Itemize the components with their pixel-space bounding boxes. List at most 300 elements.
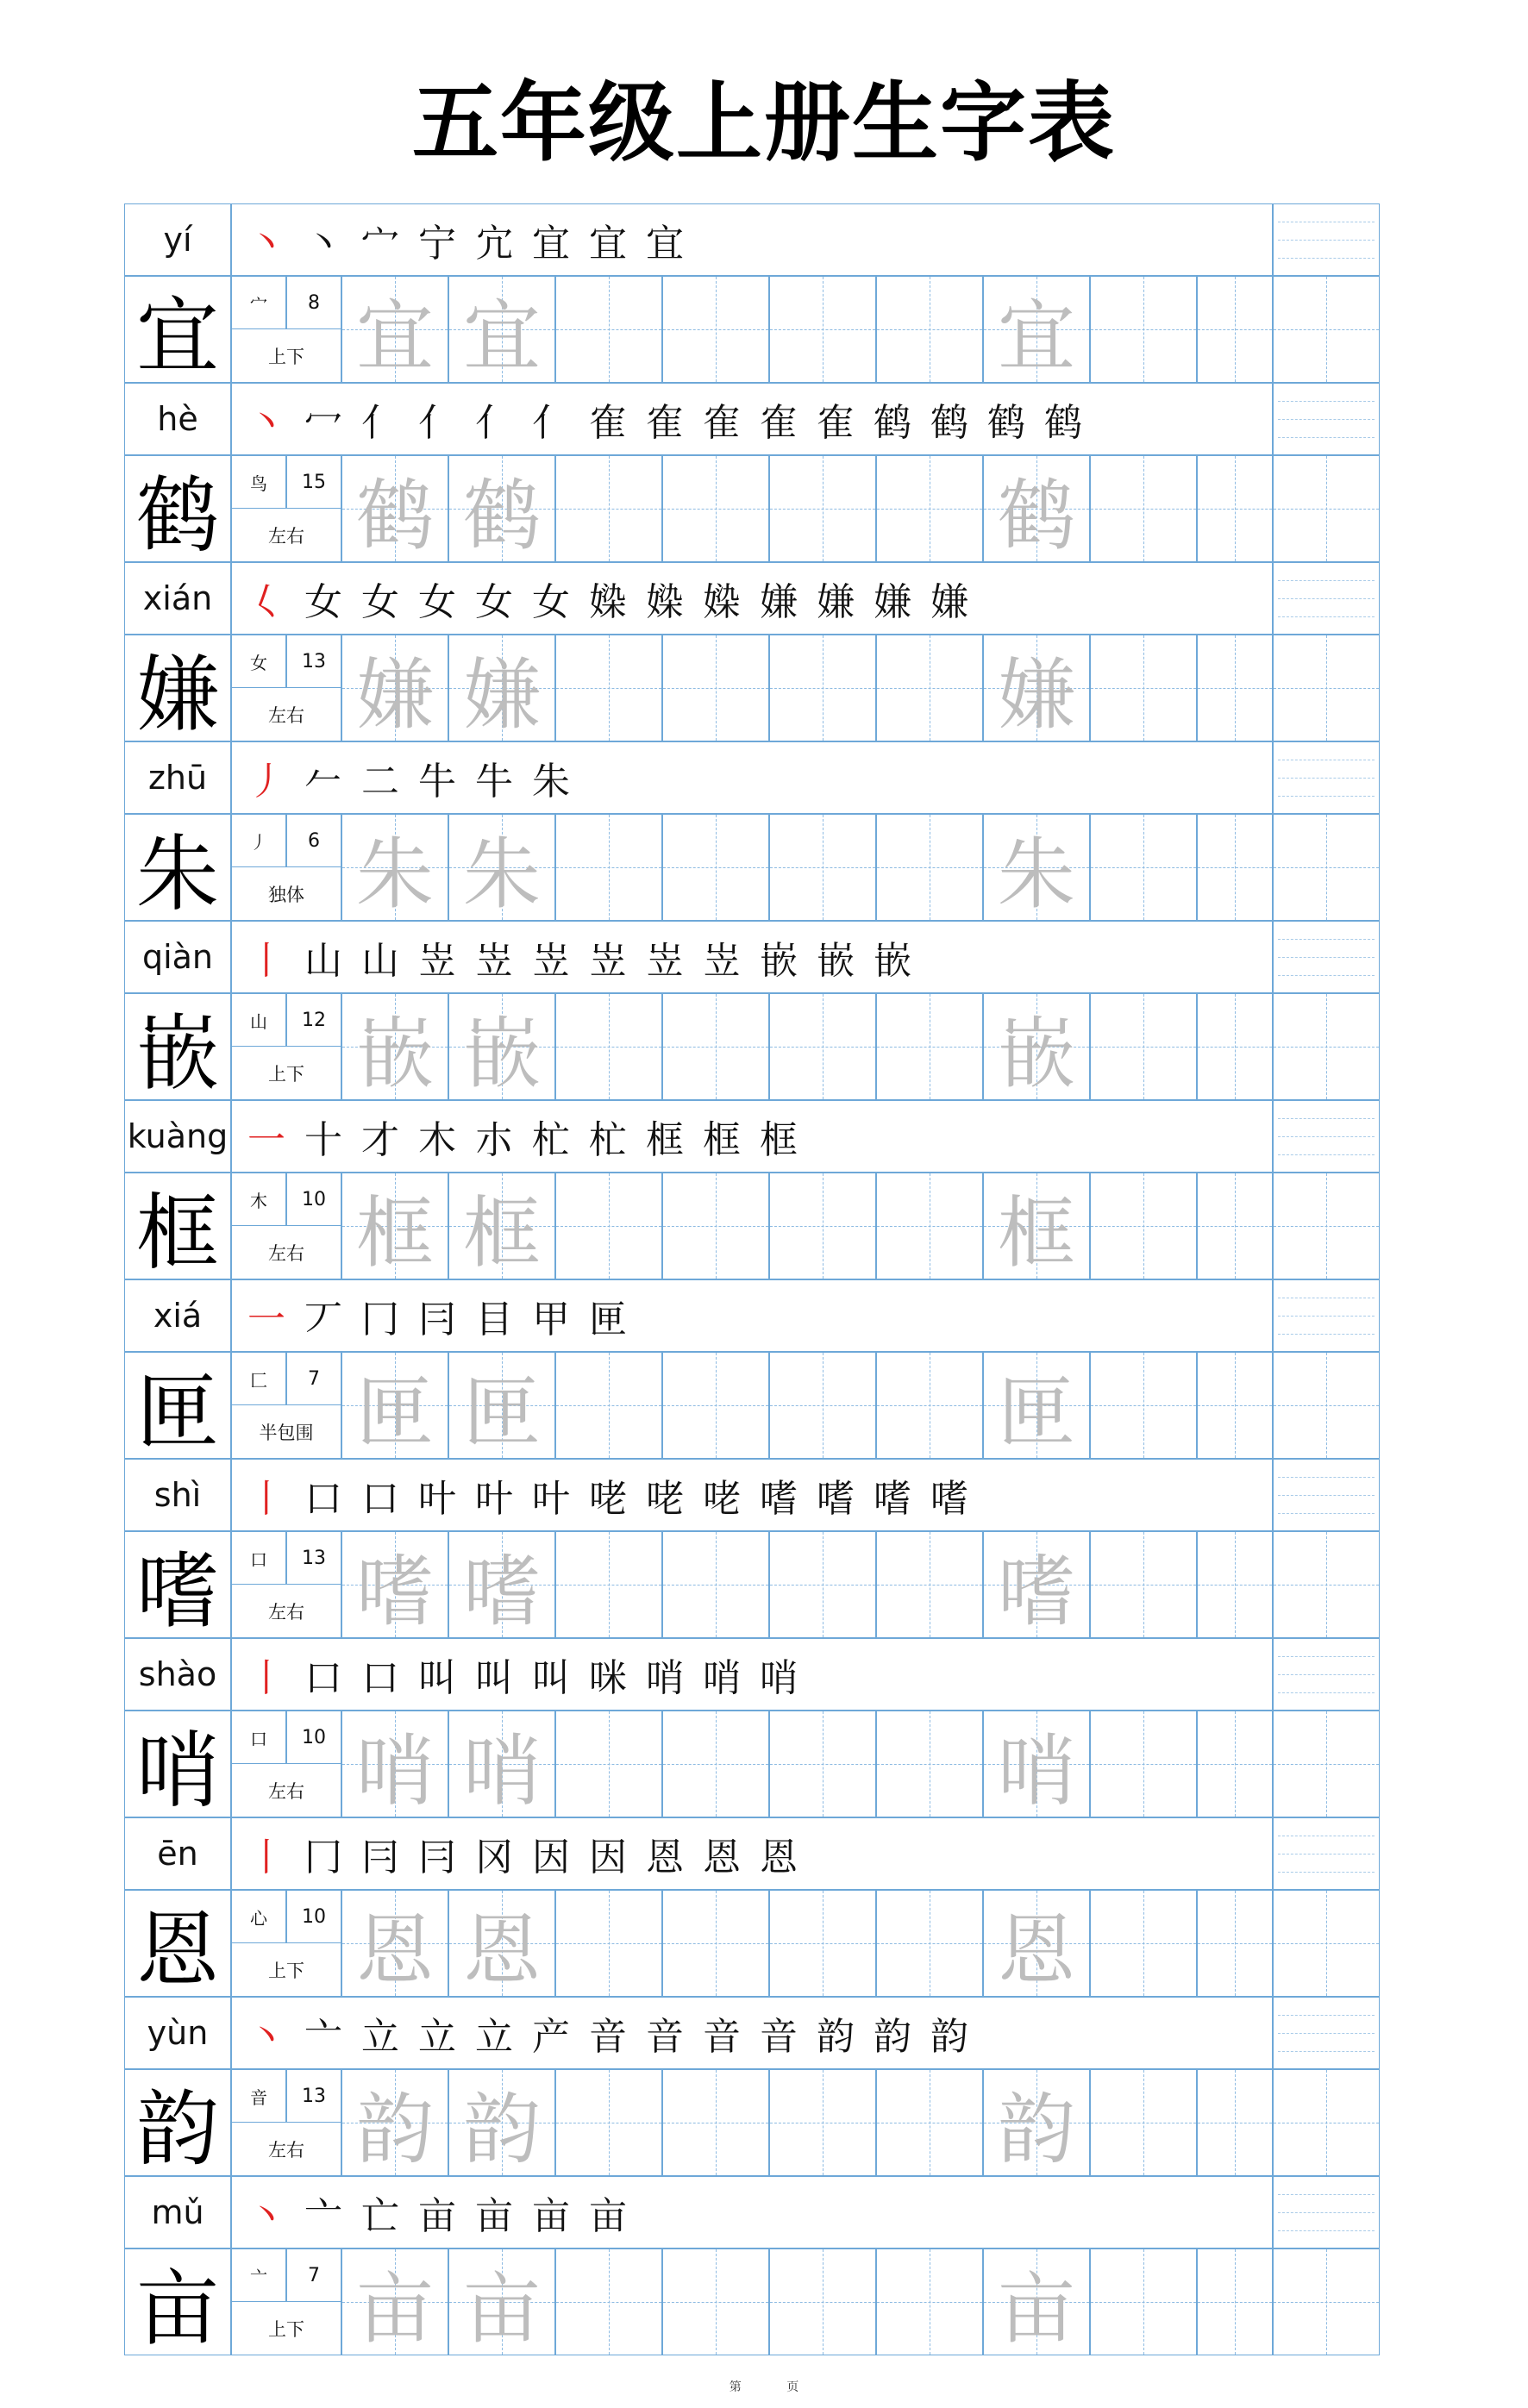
stroke-step: 宜: [589, 222, 627, 266]
guide-line-v: [1326, 277, 1327, 382]
extra-practice-cell[interactable]: [1273, 1890, 1380, 1997]
practice-cell[interactable]: [555, 2069, 662, 2176]
practice-cell[interactable]: [448, 1890, 555, 1997]
stroke-step: 十: [304, 1118, 342, 1162]
practice-cell[interactable]: [876, 2249, 983, 2355]
practice-cell[interactable]: [983, 2249, 1090, 2355]
stroke-count: 15: [302, 471, 326, 493]
practice-cell[interactable]: [1090, 455, 1197, 562]
practice-cell[interactable]: [555, 814, 662, 921]
guide-line-v: [1143, 2249, 1144, 2355]
ruling-line: [1278, 1656, 1375, 1657]
practice-cell[interactable]: [341, 1352, 448, 1459]
practice-cell[interactable]: [448, 814, 555, 921]
practice-cell[interactable]: [341, 1711, 448, 1817]
guide-line-v: [1235, 994, 1236, 1099]
ruling-line: [1278, 2194, 1375, 2195]
guide-line-v: [716, 1711, 717, 1817]
trace-character: 宜: [998, 291, 1075, 382]
stroke-step: 立: [361, 2015, 399, 2059]
practice-cell[interactable]: [341, 276, 448, 383]
extra-practice-cell[interactable]: [1273, 1173, 1380, 1279]
practice-cell[interactable]: [1090, 1352, 1197, 1459]
guide-line-v: [609, 456, 610, 561]
stroke-step: 叫: [532, 1656, 570, 1700]
extra-practice-cell[interactable]: [1273, 276, 1380, 383]
practice-cell[interactable]: [555, 1173, 662, 1279]
practice-cell[interactable]: [448, 276, 555, 383]
practice-cell[interactable]: [662, 1531, 769, 1638]
practice-cell[interactable]: [555, 2249, 662, 2355]
practice-cell[interactable]: [769, 2249, 876, 2355]
guide-line-v: [1143, 1891, 1144, 1996]
stroke-step: 朱: [532, 760, 570, 804]
stroke-step: 丿: [247, 760, 285, 804]
stroke-step: 匣: [589, 1298, 627, 1342]
trace-character: 朱: [998, 829, 1075, 920]
stroke-step: 嗜: [874, 1477, 911, 1521]
practice-cell[interactable]: [769, 2069, 876, 2176]
practice-cell[interactable]: [1197, 1173, 1273, 1279]
character-glyph: 嵌: [136, 1004, 219, 1102]
practice-cell[interactable]: [983, 1352, 1090, 1459]
stroke-order-sequence: [238, 1459, 1266, 1531]
practice-cell[interactable]: [769, 276, 876, 383]
stroke-step: 音: [703, 2015, 741, 2059]
guide-line-v: [716, 2249, 717, 2355]
ruling-line: [1278, 1495, 1375, 1496]
practice-cell[interactable]: [341, 2069, 448, 2176]
trace-character: 框: [998, 1188, 1075, 1279]
practice-cell[interactable]: [983, 635, 1090, 741]
practice-cell[interactable]: [876, 276, 983, 383]
stroke-step: 宀: [361, 222, 399, 266]
guide-line-v: [609, 277, 610, 382]
stroke-step: 丶: [247, 2015, 285, 2059]
structure-label: 上下: [268, 2319, 304, 2340]
practice-cell[interactable]: [448, 1352, 555, 1459]
pinyin-label: xiá: [153, 1297, 203, 1335]
stroke-step: 哨: [646, 1656, 684, 1700]
structure-label: 左右: [268, 2140, 304, 2161]
pinyin-label: shì: [153, 1476, 202, 1514]
ruling-line: [1278, 796, 1375, 797]
stroke-step: 亡: [361, 2194, 399, 2238]
stroke-step: 媣: [703, 580, 741, 624]
trace-character: 哨: [356, 1726, 434, 1817]
practice-cell[interactable]: [1197, 1531, 1273, 1638]
stroke-step: 叶: [418, 1477, 456, 1521]
guide-line-v: [609, 2249, 610, 2355]
guide-line-v: [716, 1353, 717, 1458]
character-glyph: 宜: [136, 287, 219, 385]
stroke-step: 亩: [532, 2194, 570, 2238]
extra-practice-cell[interactable]: [1273, 1711, 1380, 1817]
guide-line-v: [1143, 635, 1144, 741]
ruling-line: [1278, 1136, 1375, 1137]
practice-cell[interactable]: [662, 635, 769, 741]
ruling-line: [1278, 2051, 1375, 2052]
ruling-line: [1278, 437, 1375, 438]
guide-line-v: [1326, 2070, 1327, 2175]
guide-line-v: [1326, 456, 1327, 561]
guide-line-v: [716, 2070, 717, 2175]
extra-practice-cell[interactable]: [1273, 455, 1380, 562]
practice-cell[interactable]: [1197, 814, 1273, 921]
practice-cell[interactable]: [341, 1890, 448, 1997]
ruling-line: [1278, 1477, 1375, 1478]
stroke-step: 女: [532, 580, 570, 624]
practice-cell[interactable]: [662, 1890, 769, 1997]
practice-cell[interactable]: [341, 814, 448, 921]
stroke-count: 13: [302, 650, 326, 672]
practice-cell[interactable]: [983, 1890, 1090, 1997]
practice-cell[interactable]: [1090, 276, 1197, 383]
practice-cell[interactable]: [448, 635, 555, 741]
extra-practice-cell[interactable]: [1273, 2069, 1380, 2176]
ruling-line: [1278, 1692, 1375, 1693]
guide-line-v: [1235, 635, 1236, 741]
pinyin-label: yí: [163, 221, 192, 259]
stroke-step: 亻: [532, 401, 570, 445]
practice-cell[interactable]: [662, 2249, 769, 2355]
stroke-step: 冂: [361, 1298, 399, 1342]
practice-cell[interactable]: [1197, 1711, 1273, 1817]
pinyin-label: hè: [157, 400, 198, 438]
ruling-line: [1278, 1513, 1375, 1514]
character-glyph: 哨: [136, 1722, 219, 1819]
practice-cell[interactable]: [555, 455, 662, 562]
practice-cell[interactable]: [1090, 2069, 1197, 2176]
stroke-step: 嵌: [760, 939, 798, 983]
footer-right: 页: [786, 2380, 799, 2394]
character-glyph: 嗜: [136, 1542, 219, 1640]
radical-label: 木: [250, 1190, 267, 1211]
practice-cell[interactable]: [341, 2249, 448, 2355]
practice-cell[interactable]: [1197, 2069, 1273, 2176]
practice-cell[interactable]: [876, 1352, 983, 1459]
pinyin-label: yùn: [147, 2014, 209, 2052]
stroke-step: 隺: [760, 401, 798, 445]
stroke-step: 韵: [874, 2015, 911, 2059]
stroke-order-sequence: [238, 203, 1266, 276]
practice-cell[interactable]: [876, 455, 983, 562]
stroke-step: 冖: [304, 401, 342, 445]
practice-cell[interactable]: [555, 1352, 662, 1459]
practice-cell[interactable]: [769, 993, 876, 1100]
radical-label: 丿: [250, 831, 267, 853]
guide-line-v: [1143, 2070, 1144, 2175]
practice-cell[interactable]: [662, 455, 769, 562]
extra-practice-cell[interactable]: [1273, 814, 1380, 921]
stroke-step: 哨: [760, 1656, 798, 1700]
stroke-step: 韵: [930, 2015, 968, 2059]
stroke-order-sequence: [238, 921, 1266, 993]
stroke-step: 亩: [475, 2194, 513, 2238]
practice-cell[interactable]: [1197, 1890, 1273, 1997]
character-glyph: 匣: [136, 1363, 219, 1460]
stroke-step: 口: [304, 1656, 342, 1700]
practice-cell[interactable]: [662, 1173, 769, 1279]
trace-character: 朱: [356, 829, 434, 920]
practice-cell[interactable]: [1197, 993, 1273, 1100]
stroke-step: 杧: [589, 1118, 627, 1162]
ruling-line: [1278, 778, 1375, 779]
practice-cell[interactable]: [1090, 1531, 1197, 1638]
practice-cell[interactable]: [983, 455, 1090, 562]
trace-character: 匣: [356, 1367, 434, 1458]
stroke-step: 嗜: [760, 1477, 798, 1521]
guide-line-v: [1326, 815, 1327, 920]
stroke-step: 亠: [304, 2015, 342, 2059]
practice-cell[interactable]: [983, 276, 1090, 383]
stroke-step: 嫌: [930, 580, 968, 624]
ruling-line: [1278, 939, 1375, 940]
practice-cell[interactable]: [983, 1173, 1090, 1279]
trace-character: 鹤: [998, 471, 1075, 561]
stroke-step: 恩: [760, 1836, 798, 1879]
structure-label: 上下: [268, 1064, 304, 1085]
stroke-step: 恩: [703, 1836, 741, 1879]
guide-line-v: [609, 815, 610, 920]
practice-cell[interactable]: [662, 276, 769, 383]
practice-cell[interactable]: [1197, 455, 1273, 562]
practice-cell[interactable]: [1090, 1711, 1197, 1817]
practice-cell[interactable]: [341, 1173, 448, 1279]
trace-character: 嵌: [463, 1009, 541, 1099]
stroke-step: 女: [304, 580, 342, 624]
stroke-count: 8: [308, 291, 320, 314]
practice-cell[interactable]: [448, 1531, 555, 1638]
stroke-step: 口: [361, 1656, 399, 1700]
trace-character: 哨: [463, 1726, 541, 1817]
trace-character: 嵌: [356, 1009, 434, 1099]
practice-cell[interactable]: [1090, 993, 1197, 1100]
practice-cell[interactable]: [1197, 1352, 1273, 1459]
practice-cell[interactable]: [341, 635, 448, 741]
guide-line-v: [716, 994, 717, 1099]
character-glyph: 朱: [136, 825, 219, 923]
stroke-step: 鹤: [874, 401, 911, 445]
practice-cell[interactable]: [448, 2069, 555, 2176]
stroke-step: 木: [418, 1118, 456, 1162]
practice-cell[interactable]: [769, 455, 876, 562]
extra-practice-cell[interactable]: [1273, 635, 1380, 741]
practice-cell[interactable]: [876, 814, 983, 921]
trace-character: 亩: [356, 2264, 434, 2355]
practice-cell[interactable]: [876, 993, 983, 1100]
guide-line-v: [609, 1532, 610, 1637]
stroke-step: 牛: [475, 760, 513, 804]
guide-line-v: [609, 994, 610, 1099]
practice-cell[interactable]: [1090, 1173, 1197, 1279]
extra-practice-cell[interactable]: [1273, 1352, 1380, 1459]
practice-cell[interactable]: [448, 993, 555, 1100]
trace-character: 匣: [998, 1367, 1075, 1458]
extra-practice-cell[interactable]: [1273, 1531, 1380, 1638]
stroke-step: 叫: [475, 1656, 513, 1700]
practice-cell[interactable]: [1197, 276, 1273, 383]
practice-cell[interactable]: [983, 814, 1090, 921]
stroke-step: 丨: [247, 1477, 285, 1521]
stroke-step: 朩: [475, 1118, 513, 1162]
trace-character: 宜: [356, 291, 434, 382]
stroke-step: 嵌: [817, 939, 855, 983]
practice-cell[interactable]: [341, 455, 448, 562]
guide-line-v: [1326, 1173, 1327, 1279]
stroke-order-sequence: [238, 741, 1266, 814]
trace-character: 嵌: [998, 1009, 1075, 1099]
stroke-step: 框: [646, 1118, 684, 1162]
ruling-line: [1278, 616, 1375, 617]
radical-label: 山: [250, 1010, 267, 1032]
stroke-step: 丶: [304, 222, 342, 266]
ruling-line: [1278, 401, 1375, 402]
guide-line-v: [1235, 2249, 1236, 2355]
practice-cell[interactable]: [1090, 814, 1197, 921]
practice-cell[interactable]: [769, 1531, 876, 1638]
practice-cell[interactable]: [876, 1711, 983, 1817]
stroke-step: 冂: [304, 1836, 342, 1879]
practice-cell[interactable]: [662, 993, 769, 1100]
guide-line-v: [1235, 277, 1236, 382]
practice-cell[interactable]: [1197, 635, 1273, 741]
practice-cell[interactable]: [448, 1173, 555, 1279]
trace-character: 韵: [998, 2085, 1075, 2175]
extra-practice-cell[interactable]: [1273, 2249, 1380, 2355]
practice-cell[interactable]: [983, 993, 1090, 1100]
practice-cell[interactable]: [983, 2069, 1090, 2176]
stroke-step: 隺: [589, 401, 627, 445]
ruling-line: [1278, 419, 1375, 420]
character-glyph: 嫌: [136, 646, 219, 743]
trace-character: 嗜: [998, 1547, 1075, 1637]
guide-line-v: [1143, 277, 1144, 382]
ruling-line: [1278, 258, 1375, 259]
stroke-order-sequence: [238, 1817, 1266, 1890]
practice-cell[interactable]: [448, 2249, 555, 2355]
trace-character: 韵: [463, 2085, 541, 2175]
guide-line-v: [716, 1532, 717, 1637]
practice-cell[interactable]: [769, 1352, 876, 1459]
stroke-step: 亻: [475, 401, 513, 445]
practice-cell[interactable]: [341, 1531, 448, 1638]
guide-line-v: [1143, 994, 1144, 1099]
stroke-step: 丶: [247, 2194, 285, 2238]
footer-left: 第: [729, 2380, 742, 2394]
stroke-step: 咾: [589, 1477, 627, 1521]
practice-cell[interactable]: [983, 1531, 1090, 1638]
guide-line-v: [1235, 2070, 1236, 2175]
practice-cell[interactable]: [448, 1711, 555, 1817]
stroke-step: 山: [361, 939, 399, 983]
guide-line-v: [1235, 1173, 1236, 1279]
trace-character: 朱: [463, 829, 541, 920]
stroke-step: 音: [646, 2015, 684, 2059]
practice-cell[interactable]: [1197, 2249, 1273, 2355]
stroke-step: 隺: [817, 401, 855, 445]
practice-cell[interactable]: [662, 1711, 769, 1817]
stroke-step: 亻: [418, 401, 456, 445]
stroke-step: 丶: [247, 222, 285, 266]
practice-cell[interactable]: [448, 455, 555, 562]
practice-cell[interactable]: [555, 1890, 662, 1997]
structure-label: 半包围: [259, 1423, 314, 1443]
practice-cell[interactable]: [341, 993, 448, 1100]
ruling-line: [1278, 2033, 1375, 2034]
practice-cell[interactable]: [555, 993, 662, 1100]
stroke-step: 冃: [418, 1836, 456, 1879]
practice-cell[interactable]: [876, 1531, 983, 1638]
trace-character: 嫌: [463, 650, 541, 741]
trace-character: 恩: [356, 1905, 434, 1996]
stroke-step: 嗜: [817, 1477, 855, 1521]
practice-cell[interactable]: [769, 635, 876, 741]
ruling-line: [1278, 1316, 1375, 1317]
stroke-step: 才: [361, 1118, 399, 1162]
guide-line-v: [1235, 456, 1236, 561]
practice-cell[interactable]: [662, 814, 769, 921]
stroke-step: 目: [475, 1298, 513, 1342]
practice-cell[interactable]: [876, 1890, 983, 1997]
guide-line-v: [1326, 1891, 1327, 1996]
practice-cell[interactable]: [876, 635, 983, 741]
character-glyph: 韵: [136, 2080, 219, 2178]
stroke-step: 丶: [247, 401, 285, 445]
practice-cell[interactable]: [555, 1531, 662, 1638]
guide-line-v: [1143, 1173, 1144, 1279]
radical-label: 音: [250, 2086, 267, 2108]
practice-cell[interactable]: [662, 1352, 769, 1459]
ruling-line: [1278, 2212, 1375, 2213]
stroke-step: 亠: [304, 2194, 342, 2238]
ruling-line: [1278, 580, 1375, 581]
stroke-step: 丨: [247, 1656, 285, 1700]
ruling-line: [1278, 957, 1375, 958]
stroke-step: 叫: [418, 1656, 456, 1700]
practice-cell[interactable]: [769, 1711, 876, 1817]
guide-line-v: [1235, 1711, 1236, 1817]
stroke-step: 岦: [703, 939, 741, 983]
stroke-step: 哨: [703, 1656, 741, 1700]
practice-cell[interactable]: [876, 1173, 983, 1279]
stroke-step: 亩: [589, 2194, 627, 2238]
practice-cell[interactable]: [1090, 2249, 1197, 2355]
trace-character: 韵: [356, 2085, 434, 2175]
stroke-step: 女: [418, 580, 456, 624]
practice-cell[interactable]: [876, 2069, 983, 2176]
radical-label: 亠: [250, 2266, 267, 2287]
stroke-step: 冃: [418, 1298, 456, 1342]
stroke-step: 岦: [532, 939, 570, 983]
practice-cell[interactable]: [555, 276, 662, 383]
practice-cell[interactable]: [662, 2069, 769, 2176]
extra-practice-cell[interactable]: [1273, 993, 1380, 1100]
practice-cell[interactable]: [1090, 635, 1197, 741]
guide-line-v: [1143, 1711, 1144, 1817]
practice-cell[interactable]: [555, 1711, 662, 1817]
practice-cell[interactable]: [769, 1173, 876, 1279]
stroke-step: 立: [475, 2015, 513, 2059]
ruling-line: [1278, 1674, 1375, 1675]
pinyin-label: ēn: [157, 1835, 198, 1873]
practice-cell[interactable]: [1090, 1890, 1197, 1997]
practice-cell[interactable]: [983, 1711, 1090, 1817]
practice-cell[interactable]: [555, 635, 662, 741]
stroke-step: 鹤: [1044, 401, 1082, 445]
practice-cell[interactable]: [769, 814, 876, 921]
practice-cell[interactable]: [769, 1890, 876, 1997]
